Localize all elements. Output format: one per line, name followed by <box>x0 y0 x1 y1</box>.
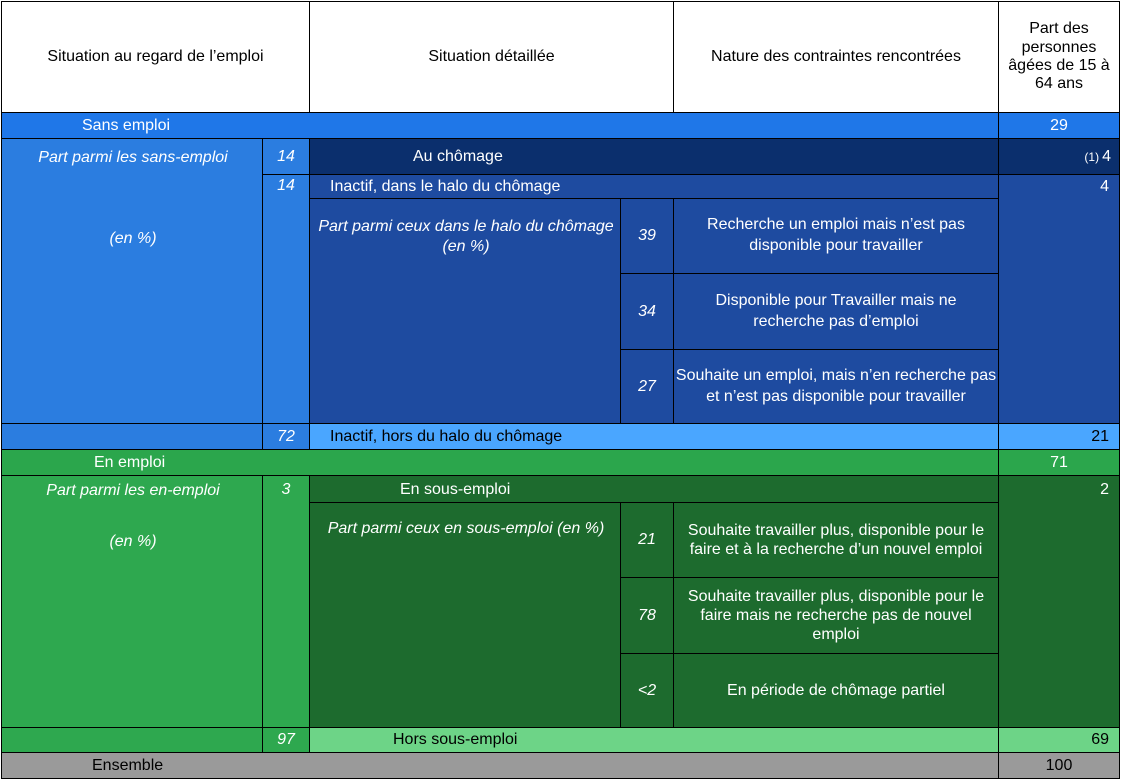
hors-halo-pct-cell <box>262 423 310 450</box>
halo-row3-nature-text: Souhaite un emploi, mais n’en recherche pas et n’est pas disponible pour travailler <box>675 366 997 405</box>
hors-halo-share <box>998 423 1120 450</box>
sous-row1-nature <box>673 502 999 578</box>
sous-row1-nature-text: Souhaite travailler plus, disponible pour le faire et à la recherche d’un nouvel emploi <box>687 521 985 558</box>
ensemble-row <box>1 752 999 779</box>
en-emploi-label: En emploi <box>94 453 166 471</box>
halo-row1-pct <box>620 198 674 274</box>
sous-emploi-share-value: 2 <box>1100 481 1109 498</box>
halo-row3-pct-value: 27 <box>638 377 656 395</box>
halo-pct: 14 <box>277 177 295 194</box>
en-emploi-row <box>1 449 999 476</box>
sous-emploi-part-label: Part parmi ceux en sous-emploi (en %) <box>327 520 605 537</box>
sous-row2-nature <box>673 577 999 654</box>
halo-pct-cell <box>262 174 310 424</box>
sous-emploi-label: En sous-emploi <box>400 481 511 498</box>
sans-emploi-left-block <box>1 138 263 424</box>
hors-sous-emploi-label: Hors sous-emploi <box>393 731 518 748</box>
sans-emploi-share-value: 29 <box>1050 116 1068 134</box>
halo-row1-pct-value: 39 <box>638 227 656 244</box>
hors-sous-emploi-share-value: 69 <box>1091 731 1109 748</box>
hors-sous-emploi-left <box>1 727 263 753</box>
sous-emploi-pct: 3 <box>281 481 291 498</box>
hors-halo-left <box>1 423 263 450</box>
sous-emploi-pct-cell <box>262 475 310 728</box>
hors-halo-share-value: 21 <box>1091 427 1109 445</box>
sans-emploi-unit: (en %) <box>109 230 157 247</box>
sans-emploi-share <box>998 112 1120 139</box>
halo-row2-pct-value: 34 <box>638 302 656 320</box>
sans-emploi-label: Sans emploi <box>82 116 171 134</box>
chomage-share <box>998 138 1120 175</box>
halo-part-block <box>309 198 621 424</box>
halo-share-value: 4 <box>1100 178 1109 195</box>
halo-row <box>309 174 999 199</box>
sous-row2-pct <box>620 577 674 654</box>
sous-row2-pct-value: 78 <box>638 606 656 624</box>
header-nature-text: Nature des contraintes rencontrées <box>711 47 961 65</box>
part-en-emploi-label: Part parmi les en-emploi <box>46 482 220 499</box>
en-emploi-unit: (en %) <box>109 533 157 550</box>
halo-part-label: Part parmi ceux dans le halo du chômage (en %) <box>318 218 614 255</box>
header-detail <box>309 1 674 113</box>
halo-row1-nature-text: Recherche un emploi mais n’est pas disponible pour travailler <box>707 216 965 254</box>
sous-row1-pct-value: 21 <box>638 531 656 548</box>
sous-emploi-row <box>309 475 999 503</box>
en-emploi-share <box>998 449 1120 476</box>
en-emploi-share-value: 71 <box>1050 453 1068 471</box>
halo-row2-pct <box>620 273 674 350</box>
hors-sous-emploi-row <box>309 727 999 753</box>
chomage-note: (1) <box>1084 149 1100 164</box>
halo-row3-pct <box>620 349 674 424</box>
sous-emploi-share <box>998 475 1120 728</box>
hors-sous-emploi-pct: 97 <box>277 731 295 748</box>
header-share-text: Part des personnes âgées de 15 à 64 ans <box>1008 20 1110 93</box>
hors-sous-emploi-share <box>998 727 1120 753</box>
hors-sous-emploi-pct-cell <box>262 727 310 753</box>
sous-row3-pct <box>620 653 674 728</box>
halo-label: Inactif, dans le halo du chômage <box>330 178 561 195</box>
en-emploi-left-block <box>1 475 263 728</box>
sous-row3-nature <box>673 653 999 728</box>
header-share <box>998 1 1120 113</box>
chomage-pct-cell <box>262 138 310 175</box>
hors-halo-row <box>309 423 999 450</box>
hors-halo-pct: 72 <box>277 427 295 445</box>
sous-row1-pct <box>620 502 674 578</box>
sous-emploi-part-block <box>309 502 621 728</box>
header-situation-text: Situation au regard de l’emploi <box>47 47 264 65</box>
ensemble-share-value: 100 <box>1045 756 1073 774</box>
ensemble-share <box>998 752 1120 779</box>
sous-row2-nature-text: Souhaite travailler plus, disponible pour le faire mais ne recherche pas de nouvel emploi <box>687 587 985 644</box>
ensemble-label: Ensemble <box>92 756 164 774</box>
sous-row3-pct-value: <2 <box>637 681 657 699</box>
header-detail-text: Situation détaillée <box>428 47 555 65</box>
part-sans-emploi-label: Part parmi les sans-emploi <box>38 149 228 166</box>
chomage-share-value: 4 <box>1102 147 1111 165</box>
halo-row3-nature <box>673 349 999 424</box>
chomage-row <box>309 138 999 175</box>
halo-row1-nature <box>673 198 999 274</box>
sous-row3-nature-text: En période de chômage partiel <box>727 681 945 699</box>
sans-emploi-row <box>1 112 999 139</box>
hors-halo-label: Inactif, hors du halo du chômage <box>330 427 563 445</box>
halo-share <box>998 174 1120 424</box>
header-nature <box>673 1 999 113</box>
chomage-pct: 14 <box>277 148 295 165</box>
halo-row2-nature-text: Disponible pour Travailler mais ne recherche pas d’emploi <box>715 291 957 330</box>
chomage-label: Au chômage <box>413 147 503 165</box>
header-situation <box>1 1 310 113</box>
halo-row2-nature <box>673 273 999 350</box>
